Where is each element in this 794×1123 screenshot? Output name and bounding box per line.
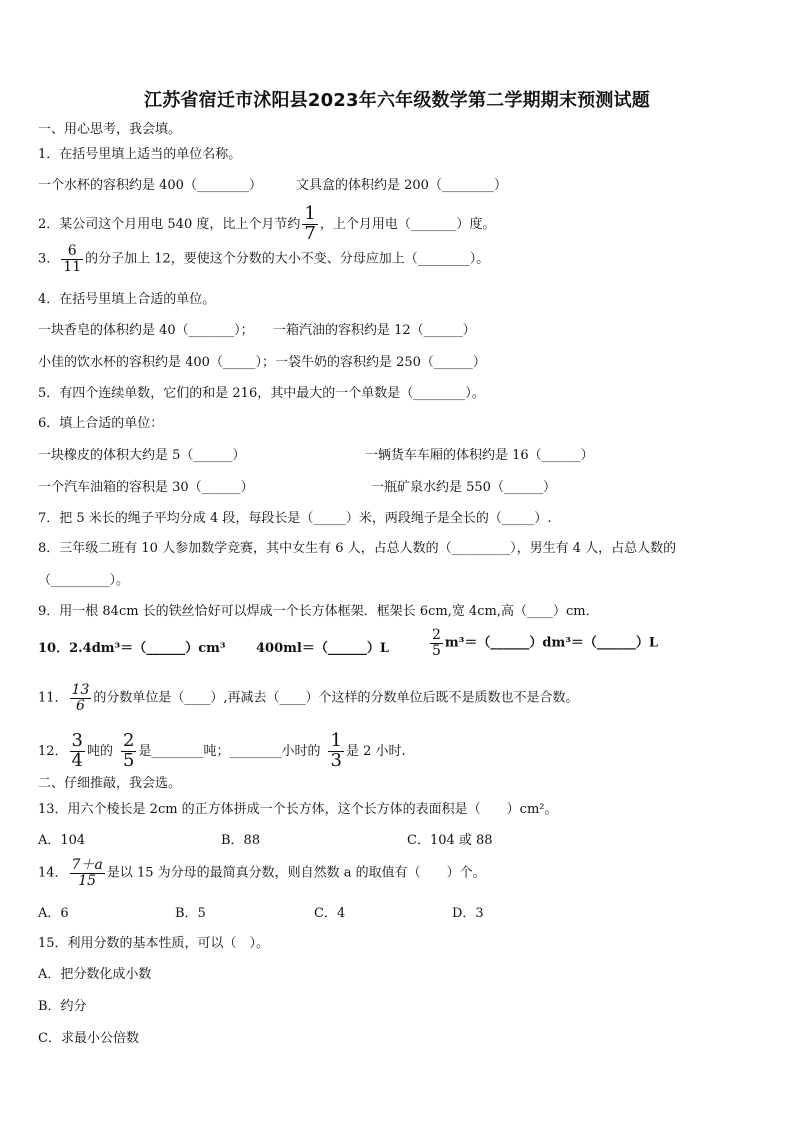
question-6-item-d: 一瓶矿泉水约是 550（______） bbox=[371, 480, 556, 495]
question-10-part-c bbox=[428, 628, 658, 658]
fraction-numerator: 7＋a bbox=[71, 857, 103, 873]
question-6-item-c: 一个汽车油箱的容积是 30（______） bbox=[38, 480, 254, 495]
fraction-numerator: 13 bbox=[71, 682, 90, 698]
question-11 bbox=[38, 683, 579, 713]
question-10-part-c-text: m³＝（______）dm³＝（______）L bbox=[444, 635, 659, 651]
fraction-denominator: 15 bbox=[70, 873, 105, 889]
question-2-text-end: ，上个月用电（_______）度。 bbox=[319, 216, 496, 232]
question-15: 15．利用分数的基本性质，可以（ ）。 bbox=[38, 936, 270, 951]
question-12 bbox=[38, 732, 406, 771]
question-14-option-b: B．5 bbox=[175, 906, 206, 921]
fraction bbox=[61, 244, 83, 274]
question-15-option-c: C．求最小公倍数 bbox=[38, 1031, 139, 1046]
fraction-denominator: 5 bbox=[432, 642, 441, 659]
question-11-number: 11． bbox=[38, 690, 68, 706]
question-12-number: 12． bbox=[38, 743, 68, 759]
fraction-denominator: 11 bbox=[63, 258, 82, 275]
fraction-numerator: 2 bbox=[123, 730, 135, 751]
question-14 bbox=[38, 858, 486, 888]
fraction bbox=[70, 858, 105, 888]
question-14-option-d: D．3 bbox=[452, 906, 484, 921]
question-11-text: 的分数单位是（____）,再减去（____）个这样的分数单位后既不是质数也不是合数。 bbox=[93, 690, 579, 706]
fraction-denominator: 6 bbox=[70, 698, 92, 714]
question-14-option-c: C．4 bbox=[314, 906, 346, 921]
question-3-text: 的分子加上 12，要使这个分数的大小不变、分母应加上（________）。 bbox=[85, 251, 490, 267]
question-14-number: 14． bbox=[38, 865, 68, 881]
question-12-text-end: 是 2 小时. bbox=[345, 743, 406, 759]
fraction-numerator: 2 bbox=[432, 627, 441, 643]
question-15-option-a: A．把分数化成小数 bbox=[38, 967, 152, 982]
page-title: 江苏省宿迁市沭阳县2023年六年级数学第二学期期末预测试题 bbox=[144, 90, 650, 111]
question-6-item-b: 一辆货车车厢的体积约是 16（______） bbox=[365, 448, 594, 463]
fraction-numerator: 3 bbox=[71, 730, 83, 751]
fraction bbox=[70, 683, 92, 713]
question-2 bbox=[38, 205, 495, 244]
question-3 bbox=[38, 244, 489, 274]
question-1: 1．在括号里填上适当的单位名称。 bbox=[38, 147, 242, 162]
fraction bbox=[70, 732, 85, 771]
fraction bbox=[302, 205, 317, 244]
fraction-numerator: 1 bbox=[304, 203, 316, 224]
question-12-text-2: 是________吨；________小时的 bbox=[138, 743, 321, 759]
question-3-number: 3． bbox=[38, 251, 60, 267]
question-6-item-a: 一块橡皮的体积大约是 5（______） bbox=[38, 448, 246, 463]
question-13: 13．用六个棱长是 2cm 的正方体拼成一个长方体，这个长方体的表面积是（ ）cm²。 bbox=[38, 802, 558, 817]
question-14-text: 是以 15 为分母的最简真分数，则自然数 a 的取值有（ ）个。 bbox=[106, 865, 486, 881]
question-10-part-b: 400ml＝（______）L bbox=[256, 641, 389, 656]
question-8: 8．三年级二班有 10 人参加数学竞赛，其中女生有 6 人，占总人数的（_________），男生有 4 人，占总人数的 bbox=[38, 541, 677, 556]
question-10-part-a: 10．2.4dm³＝（______）cm³ bbox=[38, 641, 226, 656]
fraction-denominator: 4 bbox=[71, 749, 83, 771]
fraction bbox=[328, 732, 343, 771]
question-4: 4．在括号里填上合适的单位。 bbox=[38, 292, 216, 307]
question-13-option-c: C．104 或 88 bbox=[407, 833, 493, 848]
question-4-item-b: 一箱汽油的容积约是 12（______） bbox=[273, 323, 476, 338]
question-9: 9．用一根 84cm 长的铁丝恰好可以焊成一个长方体框架．框架长 6cm,宽 4cm,高（____）cm． bbox=[38, 604, 599, 619]
question-13-option-b: B．88 bbox=[221, 833, 261, 848]
question-6: 6．填上合适的单位： bbox=[38, 416, 164, 431]
question-15-option-b: B．约分 bbox=[38, 999, 87, 1014]
question-13-option-a: A．104 bbox=[38, 833, 86, 848]
question-8-continued: （_________）。 bbox=[38, 573, 130, 588]
fraction-numerator: 1 bbox=[330, 730, 342, 751]
fraction-denominator: 5 bbox=[123, 749, 135, 771]
fraction bbox=[430, 628, 443, 658]
question-1-item-b: 文具盒的体积约是 200（________） bbox=[296, 178, 507, 193]
fraction-numerator: 6 bbox=[67, 243, 77, 259]
question-5: 5．有四个连续单数，它们的和是 216，其中最大的一个单数是（________）。 bbox=[38, 386, 485, 401]
fraction-denominator: 3 bbox=[330, 749, 342, 771]
fraction bbox=[121, 732, 136, 771]
question-12-text-1: 吨的 bbox=[87, 743, 114, 759]
question-1-item-a: 一个水杯的容积约是 400（________） bbox=[38, 178, 262, 193]
fraction-denominator: 7 bbox=[304, 222, 316, 244]
question-4-item-a: 一块香皂的体积约是 40（_______）； bbox=[38, 323, 254, 338]
question-14-option-a: A．6 bbox=[38, 906, 69, 921]
question-2-text: 2．某公司这个月用电 540 度，比上个月节约 bbox=[38, 216, 301, 232]
section-1-heading: 一、用心思考，我会填。 bbox=[38, 122, 182, 137]
question-7: 7．把 5 米长的绳子平均分成 4 段，每段长是（_____）米，两段绳子是全长的（_____）. bbox=[38, 511, 552, 526]
section-2-heading: 二、仔细推敲，我会选。 bbox=[38, 776, 182, 791]
question-4-item-c: 小佳的饮水杯的容积约是 400（_____）；一袋牛奶的容积约是 250（______） bbox=[38, 355, 486, 370]
